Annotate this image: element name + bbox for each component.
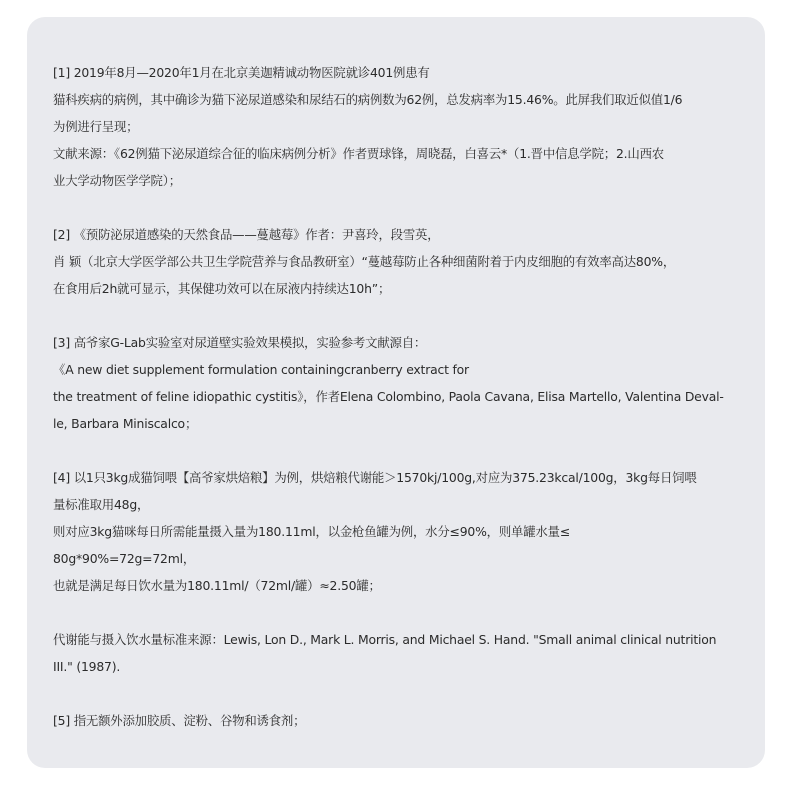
reference-line: III." (1987).	[53, 659, 121, 674]
reference-line: 80g*90%=72g=72ml，	[53, 551, 196, 566]
references-card	[27, 17, 765, 768]
reference-line: [4] 以1只3kg成猫饲喂【高爷家烘焙粮】为例，烘焙粮代谢能＞1570kj/100g,对应为375.23kcal/100g，3kg每日饲喂	[53, 470, 697, 485]
reference-line: 也就是满足每日饮水量为180.11ml/（72ml/罐）≈2.50罐；	[53, 578, 381, 593]
reference-2	[53, 221, 753, 302]
reference-1	[53, 59, 753, 194]
reference-line: 则对应3kg猫咪每日所需能量摄入量为180.11ml，以金枪鱼罐为例，水分≤90%，则单罐水量≤	[53, 524, 570, 539]
references-text	[53, 59, 753, 734]
spacer	[53, 302, 753, 329]
reference-line: 为例进行呈现；	[53, 119, 139, 134]
reference-source	[53, 626, 753, 680]
spacer	[53, 194, 753, 221]
reference-line: [1] 2019年8月—2020年1月在北京美迦精诚动物医院就诊401例患有	[53, 65, 430, 80]
reference-line: 肖 颖（北京大学医学部公共卫生学院营养与食品教研室）“蔓越莓防止各种细菌附着于内皮细胞的有效率高达80%，	[53, 254, 676, 269]
reference-line: the treatment of feline idiopathic cystitis》，作者Elena Colombino, Paola Cavana, Elisa Martello, Valentina Deval-	[53, 389, 724, 404]
spacer	[53, 437, 753, 464]
reference-line: 《A new diet supplement formulation containingcranberry extract for	[53, 362, 469, 377]
reference-line: [2] 《预防泌尿道感染的天然食品——蔓越莓》作者：尹喜玲，段雪英，	[53, 227, 440, 242]
reference-line: le, Barbara Miniscalco；	[53, 416, 198, 431]
reference-4	[53, 464, 753, 599]
reference-line: 猫科疾病的病例，其中确诊为猫下泌尿道感染和尿结石的病例数为62例，总发病率为15.46%。此屏我们取近似值1/6	[53, 92, 683, 107]
spacer	[53, 680, 753, 707]
spacer	[53, 599, 753, 626]
reference-line: 在食用后2h就可显示，其保健功效可以在尿液内持续达10h”；	[53, 281, 391, 296]
reference-3	[53, 329, 753, 437]
reference-line: 量标准取用48g，	[53, 497, 150, 512]
reference-line: 文献来源：《62例猫下泌尿道综合征的临床病例分析》作者贾球锋，周晓磊，白喜云*（1.晋中信息学院；2.山西农	[53, 146, 664, 161]
reference-line: [3] 高爷家G-Lab实验室对尿道壁实验效果模拟，实验参考文献源自：	[53, 335, 427, 350]
reference-line: 业大学动物医学学院）；	[53, 173, 181, 188]
reference-5	[53, 707, 753, 734]
reference-line: [5] 指无额外添加胶质、淀粉、谷物和诱食剂；	[53, 713, 306, 728]
reference-line: 代谢能与摄入饮水量标准来源：Lewis, Lon D., Mark L. Morris, and Michael S. Hand. "Small animal clinical nutrition	[53, 632, 717, 647]
